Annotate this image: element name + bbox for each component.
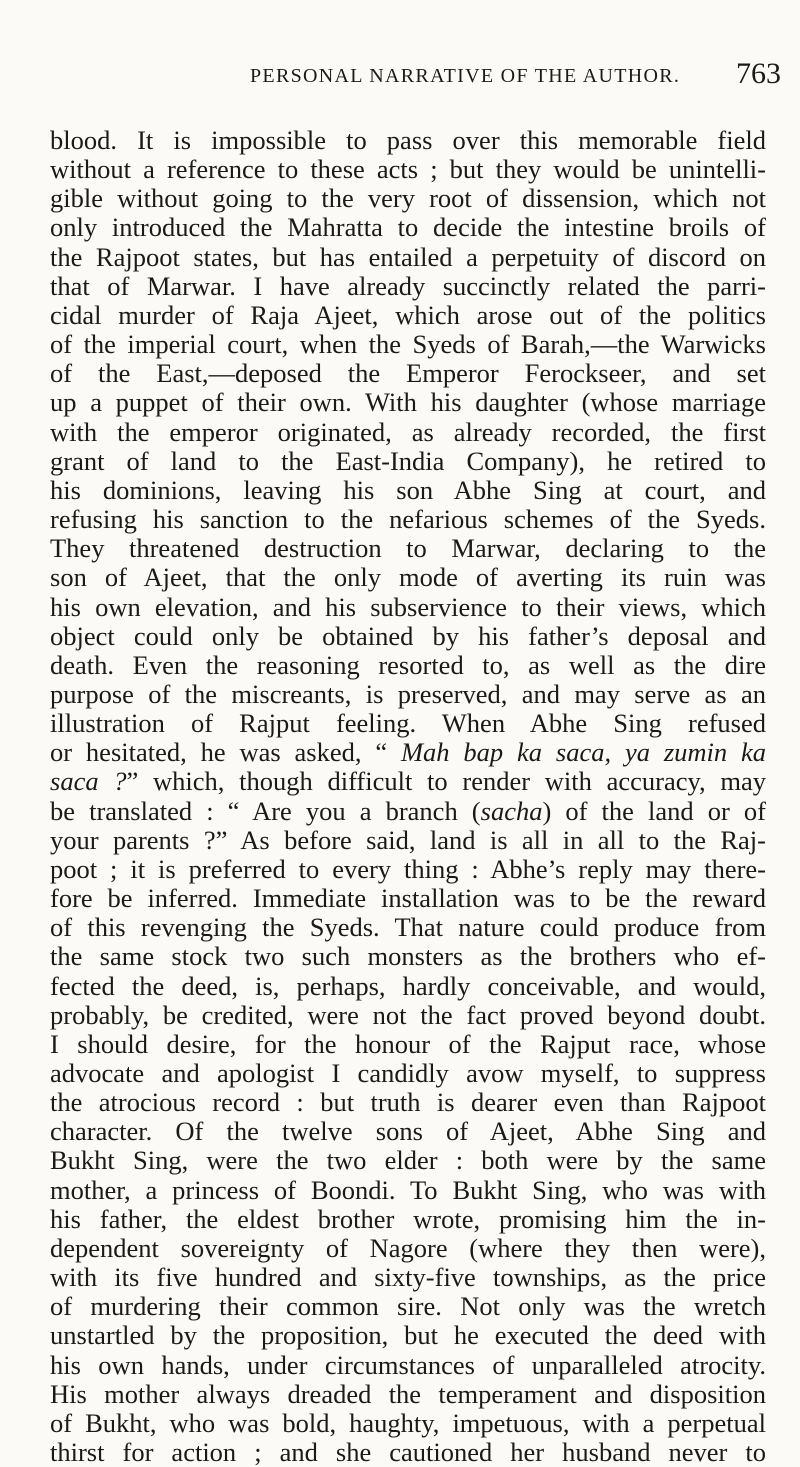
text-line [50,855,766,884]
text-segment: poot ; it is preferred to every thing : Abhe’s reply may there- [50,854,766,884]
text-segment: ” which, though difficult to render with accuracy, may [126,767,766,797]
text-line [50,622,766,651]
text-line [50,418,766,447]
text-line [50,359,766,388]
italic-phrase: saca ? [50,767,127,797]
text-line [50,563,766,592]
page-number: 763 [736,57,781,90]
text-segment: death. Even the reasoning resorted to, as well as the dire [50,650,766,680]
text-segment: the Rajpoot states, but has entailed a perpetuity of discord on [50,242,766,272]
text-line [50,1205,766,1234]
text-line [50,797,766,826]
text-line [50,1263,766,1292]
text-segment: without a reference to these acts ; but they would be unintelli- [50,155,766,185]
page-header-title: PERSONAL NARRATIVE OF THE AUTHOR. [250,65,681,87]
text-line [50,1088,766,1117]
text-segment: refusing his sanction to the nefarious schemes of the Syeds. [50,505,766,535]
text-segment: or hesitated, he was asked, “ [50,738,401,768]
text-segment: son of Ajeet, that the only mode of averting its ruin was [50,563,766,593]
text-line [50,301,766,330]
text-line [50,767,766,796]
text-segment: character. Of the twelve sons of Ajeet, Abhe Sing and [50,1117,766,1147]
text-segment: his own hands, under circumstances of unparalleled atrocity. [50,1350,766,1380]
text-segment: ) of the land or of [542,796,766,826]
text-segment: His mother always dreaded the temperament and disposition [50,1379,766,1409]
text-line [50,913,766,942]
text-segment: his dominions, leaving his son Abhe Sing at court, and [50,475,766,505]
text-segment: unstartled by the proposition, but he executed the deed with [50,1321,766,1351]
text-segment: purpose of the miscreants, is preserved, and may serve as an [50,679,766,709]
text-line [50,243,766,272]
text-line [50,1292,766,1321]
text-line [50,942,766,971]
text-line [50,155,766,184]
text-segment: of murdering their common sire. Not only was the wretch [50,1292,766,1322]
running-head [0,57,800,104]
text-line [50,534,766,563]
text-segment: dependent sovereignty of Nagore (where they then were), [50,1233,766,1263]
text-segment: fected the deed, is, perhaps, hardly conceivable, and would, [50,971,766,1001]
text-line [50,1438,766,1467]
text-segment: thirst for action ; and she cautioned her husband never to [50,1438,766,1467]
text-segment: blood. It is impossible to pass over this memorable field [50,126,766,155]
text-line [50,884,766,913]
text-line [50,476,766,505]
text-segment: gible without going to the very root of dissension, which not [50,184,766,214]
text-segment: illustration of Rajput feeling. When Abhe Sing refused [50,709,766,739]
text-segment: your parents ?” As before said, land is all in all to the Raj- [50,825,766,855]
text-segment: the same stock two such monsters as the brothers who ef- [50,942,766,972]
text-line [50,184,766,213]
text-line [50,272,766,301]
body-text [50,126,766,1467]
text-line [50,1321,766,1350]
text-segment: his father, the eldest brother wrote, promising him the in- [50,1204,766,1234]
text-segment: of the imperial court, when the Syeds of Barah,—the Warwicks [50,330,766,360]
text-line [50,1409,766,1438]
text-segment: his own elevation, and his subservience to their views, which [50,592,766,622]
text-line [50,388,766,417]
text-line [50,1001,766,1030]
text-segment: that of Marwar. I have already succinctly related the parri- [50,271,766,301]
italic-phrase: sacha [480,796,543,826]
text-line [50,213,766,242]
text-line [50,709,766,738]
text-segment: of the East,—deposed the Emperor Ferockseer, and set [50,359,766,389]
text-line [50,593,766,622]
text-segment: They threatened destruction to Marwar, declaring to the [50,534,766,564]
text-segment: cidal murder of Raja Ajeet, which arose out of the politics [50,300,766,330]
text-line [50,1351,766,1380]
text-segment: object could only be obtained by his father’s deposal and [50,621,766,651]
text-line [50,1234,766,1263]
text-line [50,651,766,680]
text-segment: mother, a princess of Boondi. To Bukht Sing, who was with [50,1175,766,1205]
text-line [50,447,766,476]
text-segment: grant of land to the East-India Company), he retired to [50,446,766,476]
text-segment: probably, be credited, were not the fact proved beyond doubt. [50,1000,766,1030]
italic-phrase: Mah bap ka saca, ya zumin ka [400,738,766,768]
text-line [50,1059,766,1088]
text-line [50,126,766,155]
text-segment: the atrocious record : but truth is dearer even than Rajpoot [50,1088,766,1118]
text-line [50,972,766,1001]
text-line [50,680,766,709]
text-segment: advocate and apologist I candidly avow myself, to suppress [50,1059,766,1088]
text-segment: up a puppet of their own. With his daughter (whose marriage [50,388,766,418]
text-line [50,1146,766,1175]
text-segment: fore be inferred. Immediate installation was to be the reward [50,884,766,914]
text-line [50,1176,766,1205]
text-segment: Bukht Sing, were the two elder : both were by the same [50,1146,766,1176]
text-line [50,1117,766,1146]
text-line [50,826,766,855]
text-segment: be translated : “ Are you a branch ( [50,796,481,826]
text-segment: of Bukht, who was bold, haughty, impetuous, with a perpetual [50,1408,766,1438]
text-line [50,1030,766,1059]
text-line [50,330,766,359]
text-line [50,505,766,534]
text-line [50,1380,766,1409]
text-segment: of this revenging the Syeds. That nature could produce from [50,913,766,943]
text-segment: with its five hundred and sixty-five townships, as the price [50,1263,766,1293]
text-segment: only introduced the Mahratta to decide the intestine broils of [50,213,766,243]
text-line [50,738,766,767]
text-segment: with the emperor originated, as already recorded, the first [50,417,766,447]
text-segment: I should desire, for the honour of the Rajput race, whose [50,1029,766,1059]
